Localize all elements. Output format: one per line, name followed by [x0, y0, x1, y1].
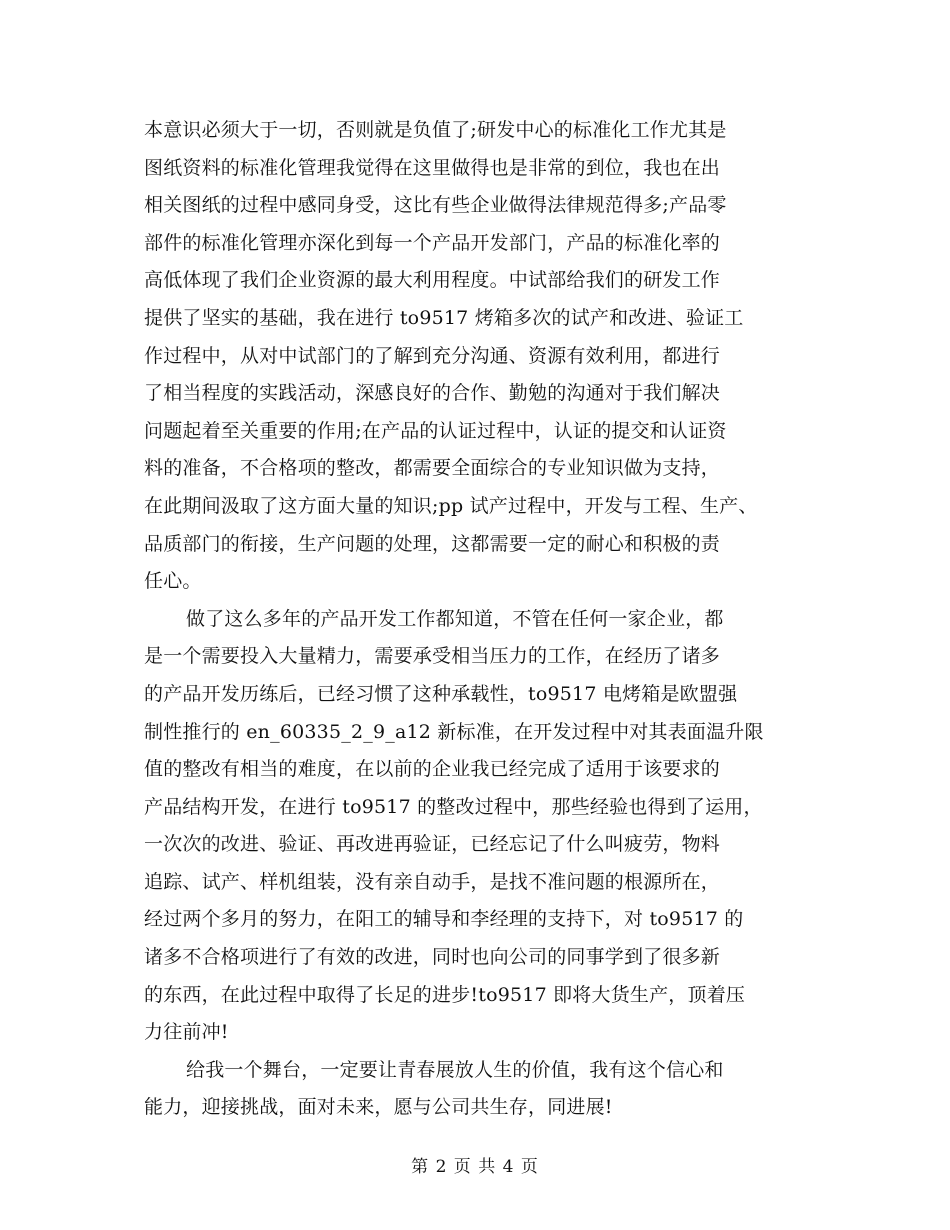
text-line: 给我一个舞台，一定要让青春展放人生的价值，我有这个信心和 — [186, 1058, 724, 1081]
text-line: 能力，迎接挑战，面对未来，愿与公司共生存，同进展! — [144, 1096, 613, 1119]
text-line: 产品结构开发，在进行 to9517 的整改过程中，那些经验也得到了运用， — [144, 795, 763, 818]
text-line: 品质部门的衔接，生产问题的处理，这都需要一定的耐心和积极的责 — [144, 532, 721, 555]
text-line: 提供了坚实的基础，我在进行 to9517 烤箱多次的试产和改进、验证工 — [144, 306, 744, 329]
text-line: 任心。 — [144, 570, 202, 593]
text-line: 力往前冲! — [144, 1021, 229, 1044]
body-text — [144, 112, 824, 1127]
text-line: 相关图纸的过程中感同身受，这比有些企业做得法律规范得多;产品零 — [144, 194, 727, 217]
text-line: 做了这么多年的产品开发工作都知道，不管在任何一家企业，都 — [186, 607, 724, 630]
text-line: 的东西，在此过程中取得了长足的进步!to9517 即将大货生产，顶着压 — [144, 983, 746, 1006]
text-line: 高低体现了我们企业资源的最大利用程度。中试部给我们的研发工作 — [144, 269, 721, 292]
text-line: 是一个需要投入大量精力，需要承受相当压力的工作，在经历了诸多 — [144, 645, 721, 668]
text-line: 图纸资料的标准化管理我觉得在这里做得也是非常的到位，我也在出 — [144, 156, 721, 179]
text-line: 问题起着至关重要的作用;在产品的认证过程中，认证的提交和认证资 — [144, 419, 727, 442]
text-line: 一次次的改进、验证、再改进再验证，已经忘记了什么叫疲劳，物料 — [144, 833, 721, 856]
text-line: 了相当程度的实践活动，深感良好的合作、勤勉的沟通对于我们解决 — [144, 382, 721, 405]
text-line: 在此期间汲取了这方面大量的知识;pp 试产过程中，开发与工程、生产、 — [144, 494, 758, 517]
text-line: 追踪、试产、样机组装，没有亲自动手，是找不准问题的根源所在， — [144, 870, 721, 893]
text-line: 部件的标准化管理亦深化到每一个产品开发部门，产品的标准化率的 — [144, 231, 721, 254]
text-line: 制性推行的 en_60335_2_9_a12 新标准，在开发过程中对其表面温升限 — [144, 720, 764, 743]
text-line: 料的准备，不合格项的整改，都需要全面综合的专业知识做为支持， — [144, 457, 721, 480]
text-line: 作过程中，从对中试部门的了解到充分沟通、资源有效利用，都进行 — [144, 344, 721, 367]
text-line: 值的整改有相当的难度，在以前的企业我已经完成了适用于该要求的 — [144, 758, 721, 781]
page-footer: 第 2 页 共 4 页 — [411, 1157, 539, 1177]
text-line: 诸多不合格项进行了有效的改进，同时也向公司的同事学到了很多新 — [144, 946, 721, 969]
text-line: 经过两个多月的努力，在阳工的辅导和李经理的支持下，对 to9517 的 — [144, 908, 744, 931]
text-line: 的产品开发历练后，已经习惯了这种承载性，to9517 电烤箱是欧盟强 — [144, 682, 738, 705]
text-line: 本意识必须大于一切，否则就是负值了;研发中心的标准化工作尤其是 — [144, 119, 727, 141]
